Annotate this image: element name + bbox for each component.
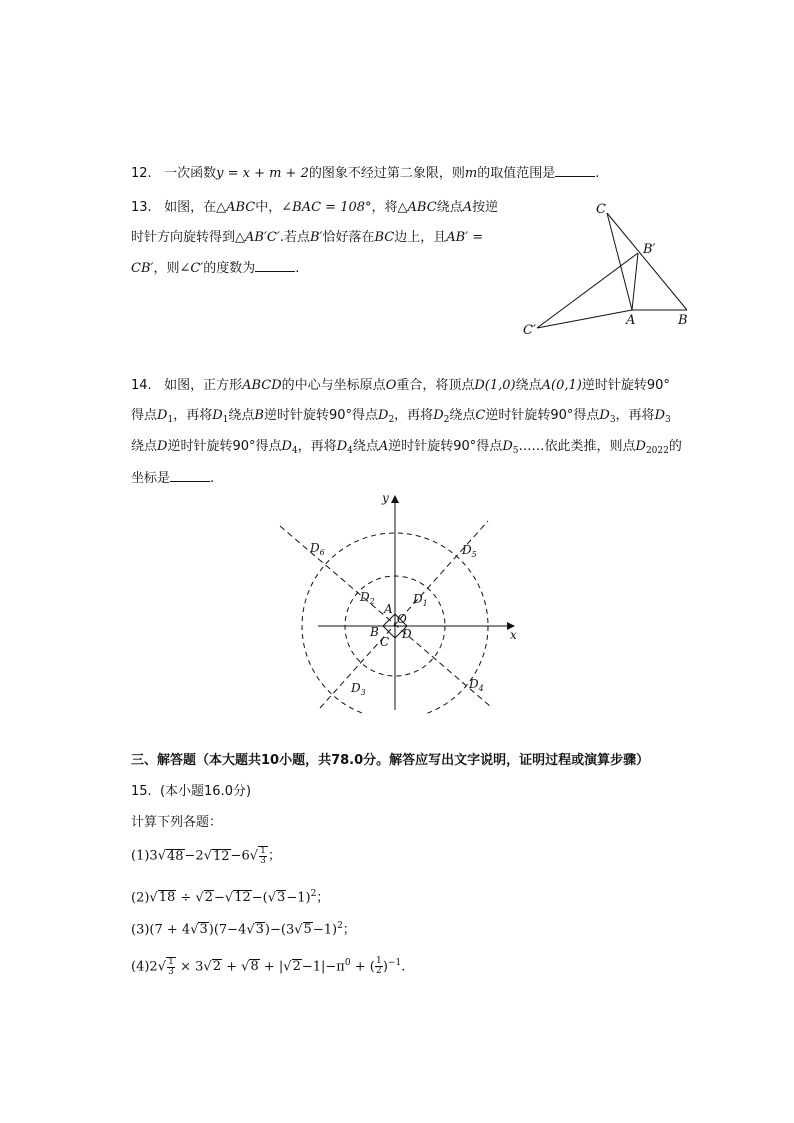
expr-text: −1) [286,890,311,906]
q15-part-3: $(3)(7 + 4√3)(7-4√3)-(3√5-1)^2$； [131,921,356,938]
exponent: 2 [337,921,343,931]
answer-blank[interactable] [555,164,595,177]
q14-text: 逆时针旋转90° [581,378,670,393]
label-D2: $D_2$ [360,590,375,606]
q13-eq: AB′ = [446,230,484,245]
q14-origin: O [385,378,397,393]
label-D1: $D_1$ [413,592,428,608]
expr-text: + | [259,959,284,975]
q13-text: ，将 [371,200,398,215]
question-14-line1 [131,376,670,396]
expr-text: −2 [184,848,204,864]
q14-text: ，再将 [615,408,655,423]
expr-text: × 3 [175,959,204,975]
q14-sub: 5 [512,446,519,456]
q13-triangle-figure [515,195,700,340]
sqrt-content: 3 [199,922,208,938]
question-14-line4: 坐标是 . [131,471,215,486]
q14-var: D [336,439,348,454]
q14-text: 绕点 [352,439,379,454]
expr-text: (3)(7 + 4 [131,922,191,938]
sqrt-content: 12 [213,848,230,864]
expr-text: −( [251,890,268,906]
q15-number: 15. [131,784,152,799]
q14-sub: 3 [665,415,671,425]
label-C-prime: C′ [523,323,536,338]
q14-text: ……依此类推，则点 [518,439,636,454]
expr-text: −6 [230,848,250,864]
answer-blank[interactable] [170,469,210,482]
section-3-heading: 三、解答题（本大题共10小题，共78.0分。解答应写出文字说明，证明过程或演算步骤） [131,753,650,768]
q14-text: ，再将 [297,439,337,454]
q13-text: 按逆 [472,200,499,215]
q12-text: 一次函数 [164,166,217,181]
label-D4: $D_4$ [469,677,484,693]
q13-text: 绕点 [436,200,463,215]
q15-score: (本小题16.0分) [159,784,252,799]
label-A: A [626,313,636,328]
expr-text: −1|−π [301,959,345,975]
exponent: −1 [387,958,402,968]
q13-text: 时针方向旋转得到 [131,230,236,245]
q13-point: B′ [309,230,323,245]
expr-text: ÷ [176,890,196,906]
label-A: A [384,602,393,616]
q14-text: 得点 [131,408,158,423]
frac-num: 1 [260,846,266,856]
label-C: C [596,202,606,217]
q14-sub: 2022 [645,446,669,456]
q14-sub: 3 [609,415,616,425]
q14-coordinate-figure [270,488,530,714]
label-D3: $D_3$ [351,681,366,697]
q14-square: ABCD [242,378,282,393]
sqrt-content: 5 [303,922,312,938]
question-13-line1 [131,198,498,218]
q13-text: 边上，且 [394,230,447,245]
q14-var: D [378,408,389,423]
q14-text: 重合，将顶点 [396,378,475,393]
q13-tri: △AB′C′ [235,230,280,245]
q14-sub: 2 [388,415,395,425]
exponent: 0 [344,958,351,968]
question-14-line3 [131,437,682,461]
q13-point: A [462,200,473,215]
q14-sub: 4 [291,446,298,456]
expr-text: (2) [131,890,150,906]
q13-seg: BC [374,230,395,245]
sqrt-content: 2 [212,959,221,975]
sqrt-content: 18 [158,890,176,906]
q14-var: B [254,408,264,423]
sqrt-content: 2 [204,890,214,906]
q14-text: 逆时针旋转90°得点 [388,439,503,454]
label-B-prime: B′ [643,242,656,257]
exponent: 2 [310,889,317,899]
question-15-header [131,782,251,802]
q14-var: D [157,439,168,454]
frac-den: 2 [375,966,382,977]
x-axis-label: x [510,628,517,642]
expr-text: + [222,959,242,975]
q14-text: 的中心与坐标原点 [281,378,386,393]
frac-num: 1 [375,956,382,967]
question-13-line2 [131,228,483,248]
segment-C1A [537,310,632,328]
segment-C1B1 [537,253,638,328]
expr-text: ； [342,922,356,938]
expr-text: −1) [312,922,338,938]
expr-text: . [401,959,406,975]
frac-num: 1 [168,956,174,967]
label-C: C [380,635,390,649]
y-axis-label: y [382,491,389,505]
q14-text: 的 [668,439,682,454]
q14-var: A [378,439,389,454]
q12-text-b: 的图象不经过第二象限，则 [308,166,465,181]
expr-text: )−(3 [264,922,295,938]
expr-text: ) [382,959,388,975]
q14-var: D [635,439,646,454]
segment-AB1 [632,253,638,310]
q13-text: 的度数为 [203,261,256,276]
q14-var: D [157,408,168,423]
q15-instruction: 计算下列各题： [131,815,223,830]
q14-var: D [502,439,513,454]
sqrt-content: 8 [250,959,259,975]
q13-angle: ∠BAC = 108° [281,200,372,215]
q12-text-c: 的取值范围是 [477,166,556,181]
expr-text: ； [316,890,330,906]
q13-tri: △ABC [216,200,256,215]
q14-var: D [599,408,610,423]
label-B: B [370,625,379,639]
q14-text: 如图，正方形 [164,378,243,393]
q14-text: 绕点 [131,439,158,454]
q14-text: 绕点 [228,408,255,423]
expr-text: + ( [350,959,375,975]
q14-point-D: D(1,0) [474,378,516,393]
expr-text: − [214,890,225,906]
q13-tri: △ABC [397,200,437,215]
expr-text: )(7−4 [208,922,247,938]
label-D6: $D_6$ [310,541,325,557]
q14-point-A: A(0,1) [541,378,582,393]
q13-text: 中， [255,200,282,215]
q14-text: ，再将 [394,408,434,423]
question-13-line3: CB′，则∠C′的度数为 . [131,261,300,276]
q12-var: m [464,166,478,181]
expr-text: ； [268,848,282,864]
q14-text: 绕点 [515,378,542,393]
q14-sub: 1 [222,415,229,425]
sqrt-content: 3 [255,922,264,938]
q13-text: .若点 [279,230,310,245]
sqrt-content: 12 [234,890,251,906]
expr-text: (4)2 [131,959,158,975]
label-O: O [397,612,407,626]
q14-var: D [433,408,444,423]
q12-formula: y = x + m + 2 [216,166,309,181]
answer-blank[interactable] [255,259,295,272]
q12-number: 12. [131,166,152,181]
question-14-line2 [131,406,671,430]
sqrt-content: 3 [277,890,286,906]
q14-text: 坐标是 [131,471,171,486]
q14-text: 绕点 [449,408,476,423]
q14-var: D [212,408,223,423]
q13-seg: CB′ [131,261,154,276]
q13-text: 恰好落在 [322,230,375,245]
q14-text: ，再将 [173,408,213,423]
sqrt-content: 48 [166,848,184,864]
q15-part-2: $(2)√18 \div √2-√12-(√3-1)^2$； [131,889,330,906]
q14-var: C [475,408,486,423]
q14-sub: 1 [167,415,174,425]
q14-text: 逆时针旋转90°得点 [485,408,600,423]
q15-part-4: (4)2√ $\frac{1}{3}$ × $3√2 + √8 + |√2-1|-\pi^0$ + ( $\frac{1}{2}$ )$^{-1}$. [131,956,406,977]
label-D: D [402,627,412,641]
q13-text: 如图，在 [164,200,217,215]
q13-number: 13. [131,200,152,215]
q14-var: D [281,439,292,454]
q14-text: 逆时针旋转90°得点 [263,408,378,423]
q14-text: 逆时针旋转90°得点 [167,439,282,454]
expr-text: (1)3 [131,848,158,864]
q14-sub: 2 [443,415,450,425]
q13-angle: ∠C′ [179,261,204,276]
q14-sub: 4 [347,446,353,456]
q14-var: D [654,408,665,423]
label-B: B [678,313,688,328]
q13-text: ，则 [153,261,180,276]
question-12: 12. 一次函数y = x + m + 2的图象不经过第二象限，则m的取值范围是 . [131,166,600,181]
label-D5: $D_5$ [462,543,477,559]
q15-part-1: (1)3√48−2√12−6√ $\frac{1}{3}$ ； [131,846,282,866]
q14-number: 14. [131,378,152,393]
frac-den: 3 [260,856,266,866]
sqrt-content: 2 [292,959,301,975]
frac-den: 3 [168,966,174,977]
